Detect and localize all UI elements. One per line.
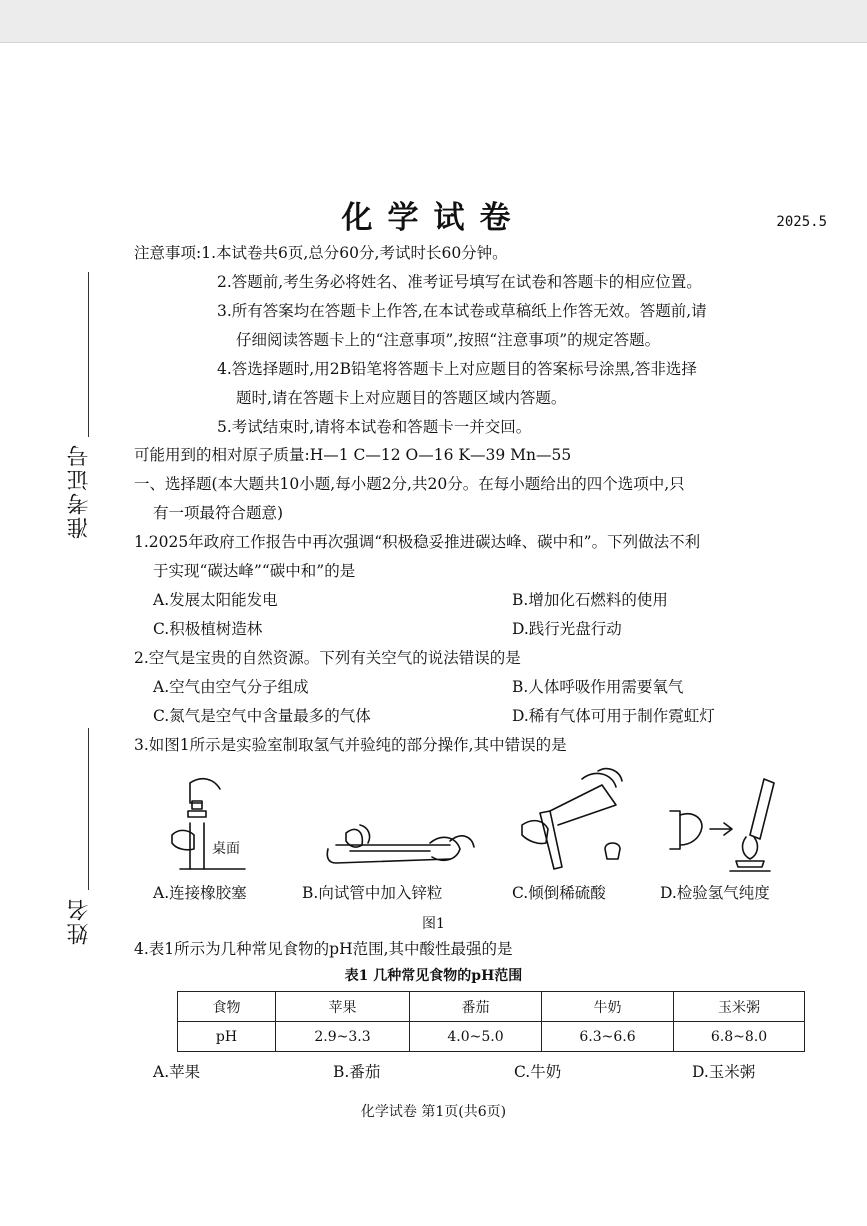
- top-band: [0, 0, 867, 43]
- notice-item-2: 2.答题前,考生务必将姓名、准考证号填写在试卷和答题卡的相应位置。: [217, 273, 702, 291]
- section-1-heading: 一、选择题(本大题共10小题,每小题2分,共20分。在每小题给出的四个选项中,只: [134, 475, 685, 493]
- exam-date: 2025.5: [776, 214, 827, 230]
- table-cell: 4.0~5.0: [410, 1022, 542, 1052]
- desk-label: 桌面: [212, 841, 240, 857]
- q1-option-d: D.践行光盘行动: [512, 620, 622, 638]
- q4-option-c: C.牛奶: [514, 1063, 562, 1081]
- notice-item-3: 3.所有答案均在答题卡上作答,在本试卷或草稿纸上作答无效。答题前,请: [217, 302, 707, 320]
- section-1-heading-cont: 有一项最符合题意): [153, 504, 284, 522]
- ph-table: [177, 991, 805, 1052]
- q2-option-d: D.稀有气体可用于制作霓虹灯: [512, 707, 715, 725]
- q3-option-d: D.检验氢气纯度: [660, 884, 770, 902]
- q2-option-b: B.人体呼吸作用需要氧气: [512, 678, 684, 696]
- q1-option-b: B.增加化石燃料的使用: [512, 591, 668, 609]
- name-label: 姓名: [67, 897, 92, 945]
- page-footer: 化学试卷 第1页(共6页): [360, 1104, 507, 1120]
- q2-option-a: A.空气由空气分子组成: [153, 678, 309, 696]
- table-header-cell: 苹果: [276, 992, 410, 1022]
- table-cell: 2.9~3.3: [276, 1022, 410, 1052]
- q3-option-b: B.向试管中加入锌粒: [302, 884, 443, 902]
- q4-stem: 4.表1所示为几种常见食物的pH范围,其中酸性最强的是: [134, 940, 513, 958]
- q4-option-b: B.番茄: [333, 1063, 381, 1081]
- notice-item-4-cont: 题时,请在答题卡上对应题目的答题区域内答题。: [236, 389, 567, 407]
- q4-option-a: A.苹果: [153, 1063, 201, 1081]
- figure-1-caption: 图1: [422, 916, 445, 932]
- q1-stem-cont: 于实现“碳达峰”“碳中和”的是: [153, 562, 356, 580]
- q1-option-c: C.积极植树造林: [153, 620, 263, 638]
- notice-item-1: 1.本试卷共6页,总分60分,考试时长60分钟。: [201, 244, 508, 262]
- notice-label: 注意事项:: [134, 244, 202, 262]
- table-cell: 6.8~8.0: [674, 1022, 805, 1052]
- exam-id-underline: [88, 272, 89, 437]
- table-cell: 6.3~6.6: [542, 1022, 674, 1052]
- notice-item-3-cont: 仔细阅读答题卡上的“注意事项”,按照“注意事项”的规定答题。: [236, 331, 661, 349]
- table-cell: pH: [178, 1022, 276, 1052]
- q2-option-c: C.氮气是空气中含量最多的气体: [153, 707, 371, 725]
- illustration-b-zinc-granules: [327, 825, 474, 863]
- page-title: 化学试卷: [341, 200, 526, 236]
- table-row: [178, 992, 805, 1022]
- q1-option-a: A.发展太阳能发电: [153, 591, 278, 609]
- illustration-c-pour-acid: [522, 769, 622, 869]
- table-header-cell: 食物: [178, 992, 276, 1022]
- notice-line-1: [134, 239, 508, 268]
- notice-item-5: 5.考试结束时,请将本试卷和答题卡一并交回。: [217, 418, 532, 436]
- q1-stem: 1.2025年政府工作报告中再次强调“积极稳妥推进碳达峰、碳中和”。下列做法不利: [134, 533, 701, 551]
- q3-stem: 3.如图1所示是实验室制取氢气并验纯的部分操作,其中错误的是: [134, 736, 567, 754]
- table-1-caption: 表1 几种常见食物的pH范围: [344, 968, 523, 984]
- notice-item-4: 4.答选择题时,用2B铅笔将答题卡上对应题目的答案标号涂黑,答非选择: [217, 360, 697, 378]
- table-header-cell: 番茄: [410, 992, 542, 1022]
- table-row: [178, 1022, 805, 1052]
- name-underline: [88, 728, 89, 890]
- q3-option-c: C.倾倒稀硫酸: [512, 884, 606, 902]
- q3-option-a: A.连接橡胶塞: [153, 884, 247, 902]
- table-header-cell: 牛奶: [542, 992, 674, 1022]
- atomic-masses: 可能用到的相对原子质量:H—1 C—12 O—16 K—39 Mn—55: [134, 446, 572, 464]
- figure-1-illustrations: [150, 765, 810, 877]
- table-header-cell: 玉米粥: [674, 992, 805, 1022]
- illustration-d-test-purity: [670, 779, 774, 871]
- q4-option-d: D.玉米粥: [692, 1063, 756, 1081]
- exam-id-label: 准考证号: [67, 443, 92, 539]
- q2-stem: 2.空气是宝贵的自然资源。下列有关空气的说法错误的是: [134, 649, 521, 667]
